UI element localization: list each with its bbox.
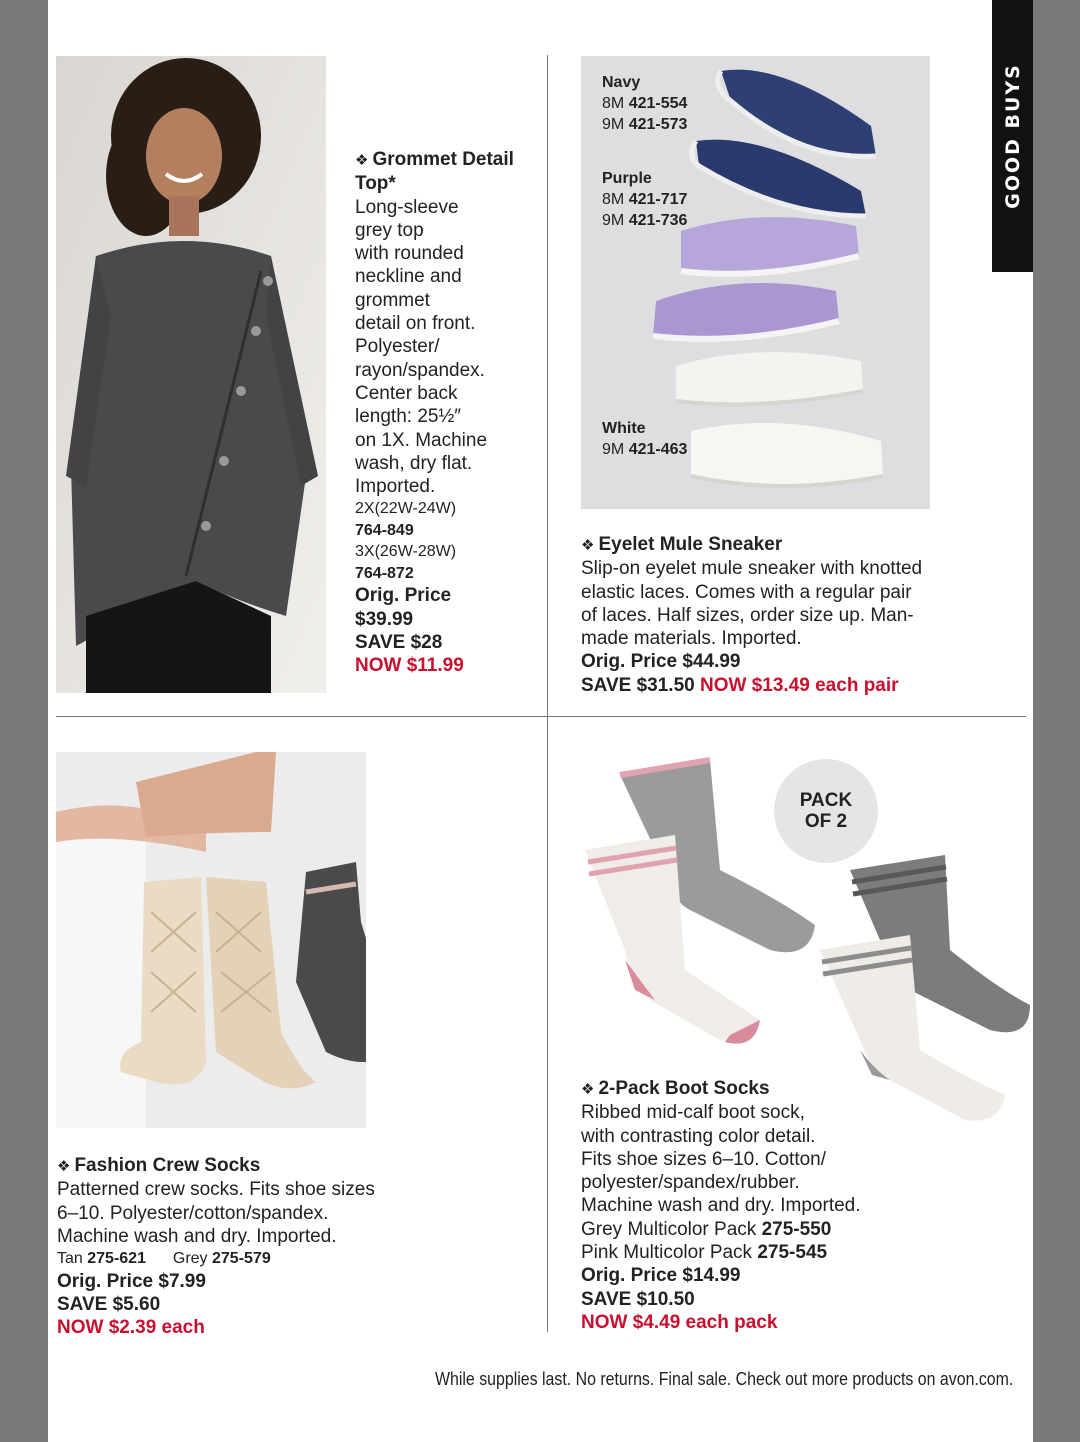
boot-socks-title: ❖ 2-Pack Boot Socks (581, 1078, 770, 1099)
purple-color-label: Purple 8M 421-717 9M 421-736 (602, 170, 688, 229)
now-price: NOW $11.99 (355, 655, 464, 677)
sneaker-now-price: NOW $13.49 each pair (700, 674, 899, 696)
pink-pack-line: Pink Multicolor Pack 275-545 (581, 1242, 828, 1264)
grommet-top-photo[interactable] (56, 56, 326, 693)
divider-vertical-top (547, 55, 548, 716)
crew-socks-photo[interactable] (56, 752, 366, 1128)
boot-socks-now-price: NOW $4.49 each pack (581, 1311, 778, 1333)
size-3x: 3X(26W-28W) (355, 543, 457, 561)
divider-horizontal (56, 716, 1026, 717)
crew-socks-details: ❖ Fashion Crew Socks Patterned crew socks. Fits shoe sizes 6–10. Polyester/cotton/spandex. Machine wash and dry. Imported. Tan 275-621 Grey 275-579 Orig. Price $7.99 SAVE $5.60 NOW $2.39 each (57, 1154, 497, 1340)
grommet-top-details (355, 148, 540, 678)
diamond-bullet-icon: ❖ (581, 537, 595, 554)
boot-socks-save: SAVE $10.50 (581, 1288, 695, 1310)
divider-vertical-bottom (547, 717, 548, 1332)
crew-socks-orig-price: Orig. Price $7.99 (57, 1270, 206, 1292)
crew-socks-skus: Tan 275-621 Grey 275-579 (57, 1250, 271, 1268)
grey-pack-line: Grey Multicolor Pack 275-550 (581, 1218, 832, 1240)
footer-disclaimer: While supplies last. No returns. Final sale. Check out more products on avon.com. (435, 1368, 1014, 1389)
boot-socks-details: ❖ 2-Pack Boot Socks Ribbed mid-calf boot sock, with contrasting color detail. Fits shoe sizes 6–10. Cotton/ polyester/spandex/rubber. Machine wash and dry. Imported. Grey Multicolor Pack 275-550 Pink Multicolor Pack 275-545 Orig. Price $14.99 SAVE $10.50 NOW $4.49 each pack (581, 1077, 1001, 1334)
sneaker-orig-price: Orig. Price $44.99 (581, 651, 741, 673)
sneaker-title: ❖ Eyelet Mule Sneaker (581, 534, 783, 555)
sneaker-details: ❖ Eyelet Mule Sneaker Slip-on eyelet mule sneaker with knotted elastic laces. Comes with a regular pair of laces. Half sizes, order size up. Man- made materials. Imported. Orig. Price $44.99 SAVE $31.50 NOW $13.49 each pair (581, 533, 1011, 697)
grommet-top-description: Long-sleeve grey top with rounded neckline and grommet detail on front. Polyester/ rayon/spandex. Center back length: 25½″ on 1X. Machine wash, dry flat. Imported. (355, 196, 488, 498)
boot-socks-orig-price: Orig. Price $14.99 (581, 1265, 741, 1287)
white-color-label: White 9M 421-463 (602, 420, 688, 458)
crew-socks-now-price: NOW $2.39 each (57, 1317, 205, 1339)
crew-socks-save: SAVE $5.60 (57, 1293, 161, 1315)
orig-price-label: Orig. Price (355, 585, 452, 607)
diamond-bullet-icon: ❖ (581, 1081, 595, 1098)
good-buys-tab (992, 0, 1033, 272)
diamond-bullet-icon: ❖ (355, 152, 369, 169)
pack-of-2-badge: PACK OF 2 (774, 759, 878, 863)
side-tab-label: GOOD BUYS (1001, 63, 1024, 209)
sku-3x: 764-872 (355, 564, 414, 582)
size-2x: 2X(22W-24W) (355, 500, 457, 518)
navy-color-label: Navy 8M 421-554 9M 421-573 (602, 74, 688, 133)
diamond-bullet-icon: ❖ (57, 1158, 71, 1175)
sku-2x: 764-849 (355, 521, 414, 539)
sneaker-save: SAVE $31.50 (581, 674, 695, 696)
orig-price: $39.99 (355, 608, 414, 630)
grommet-top-title: ❖ Grommet Detail Top* (355, 149, 514, 195)
crew-socks-title: ❖ Fashion Crew Socks (57, 1155, 261, 1176)
save-amount: SAVE $28 (355, 632, 443, 654)
